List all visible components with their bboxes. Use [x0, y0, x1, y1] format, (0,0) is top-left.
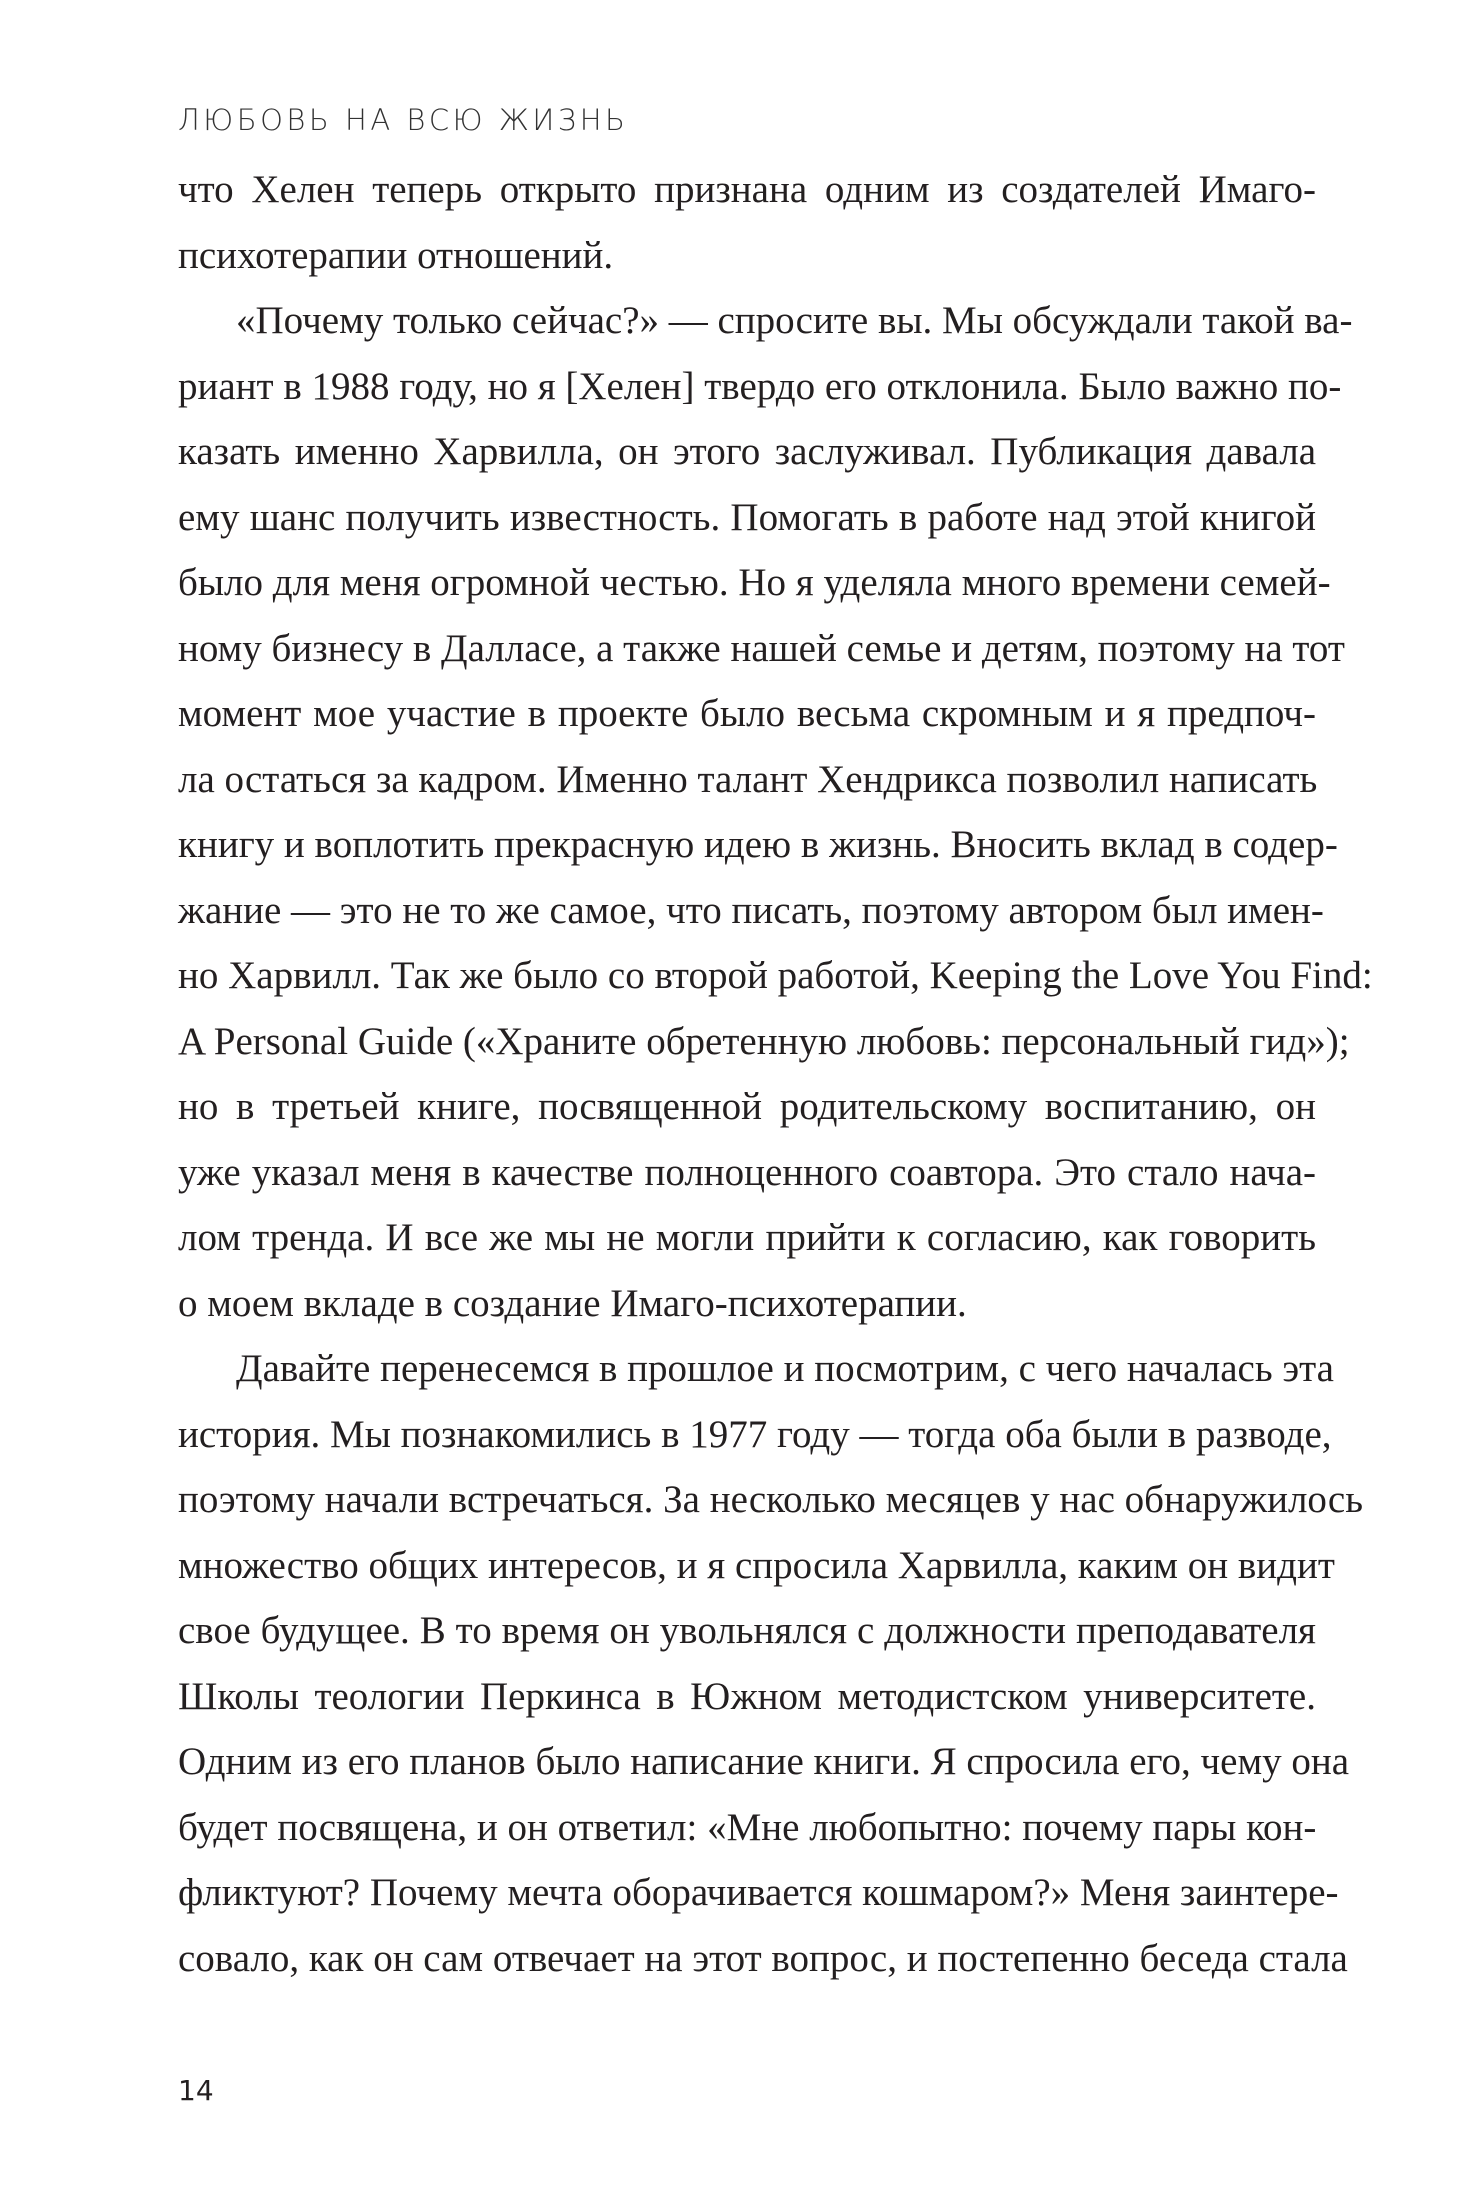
text-line: фликтуют? Почему мечта оборачивается кошмаром?» Меня заинтере- — [178, 1871, 1339, 1914]
text-line: поэтому начали встречаться. За несколько месяцев у нас обнаружилось — [178, 1478, 1363, 1521]
text-line: ла остаться за кадром. Именно талант Хендрикса позволил написать — [178, 757, 1318, 801]
text-line: будет посвящена, и он ответил: «Мне любопытно: почему пары кон- — [178, 1805, 1317, 1849]
text-line: психотерапии отношений. — [178, 233, 614, 277]
text-line: казать именно Харвилла, он этого заслуживал. Публикация давала — [178, 430, 1316, 473]
text-line: жание — это не то же самое, что писать, поэтому автором был имен- — [178, 888, 1324, 932]
text-line: ему шанс получить известность. Помогать в работе над этой книгой — [178, 495, 1316, 539]
text-line: Школы теологии Перкинса в Южном методистском университете. — [178, 1674, 1316, 1718]
text-line: A Personal Guide («Храните обретенную любовь: персональный гид»); — [178, 1019, 1350, 1063]
text-line: что Хелен теперь открыто признана одним из создателей Имаго- — [178, 168, 1316, 211]
text-line: о моем вкладе в создание Имаго-психотерапии. — [178, 1281, 967, 1325]
running-header: ЛЮБОВЬ НА ВСЮ ЖИЗНЬ — [178, 103, 629, 137]
text-line: множество общих интересов, и я спросила Харвилла, каким он видит — [178, 1543, 1335, 1587]
text-line: Одним из его планов было написание книги. Я спросила его, чему она — [178, 1740, 1350, 1783]
text-line: Давайте перенесемся в прошлое и посмотрим, с чего началась эта — [236, 1347, 1334, 1390]
text-line: момент мое участие в проекте было весьма скромным и я предпоч- — [178, 692, 1316, 735]
body-text — [178, 157, 1373, 1991]
text-line: но в третьей книге, посвященной родительскому воспитанию, он — [178, 1085, 1316, 1128]
text-line: свое будущее. В то время он увольнялся с должности преподавателя — [178, 1609, 1316, 1652]
text-line: «Почему только сейчас?» — спросите вы. Мы обсуждали такой ва- — [236, 299, 1353, 342]
text-line: история. Мы познакомились в 1977 году — тогда оба были в разводе, — [178, 1412, 1332, 1456]
text-line: лом тренда. И все же мы не могли прийти к согласию, как говорить — [178, 1216, 1316, 1259]
text-line: уже указал меня в качестве полноценного соавтора. Это стало нача- — [178, 1150, 1316, 1194]
page-number: 14 — [178, 2074, 214, 2107]
text-line: но Харвилл. Так же было со второй работой, Keeping the Love You Find: — [178, 954, 1373, 997]
text-line: книгу и воплотить прекрасную идею в жизнь. Вносить вклад в содер- — [178, 823, 1338, 866]
text-line: ному бизнесу в Далласе, а также нашей семье и детям, поэтому на тот — [178, 626, 1345, 670]
text-line: риант в 1988 году, но я [Хелен] твердо его отклонила. Было важно по- — [178, 364, 1342, 408]
text-line: было для меня огромной честью. Но я уделяла много времени семей- — [178, 561, 1331, 604]
text-line: совало, как он сам отвечает на этот вопрос, и постепенно беседа стала — [178, 1936, 1348, 1980]
